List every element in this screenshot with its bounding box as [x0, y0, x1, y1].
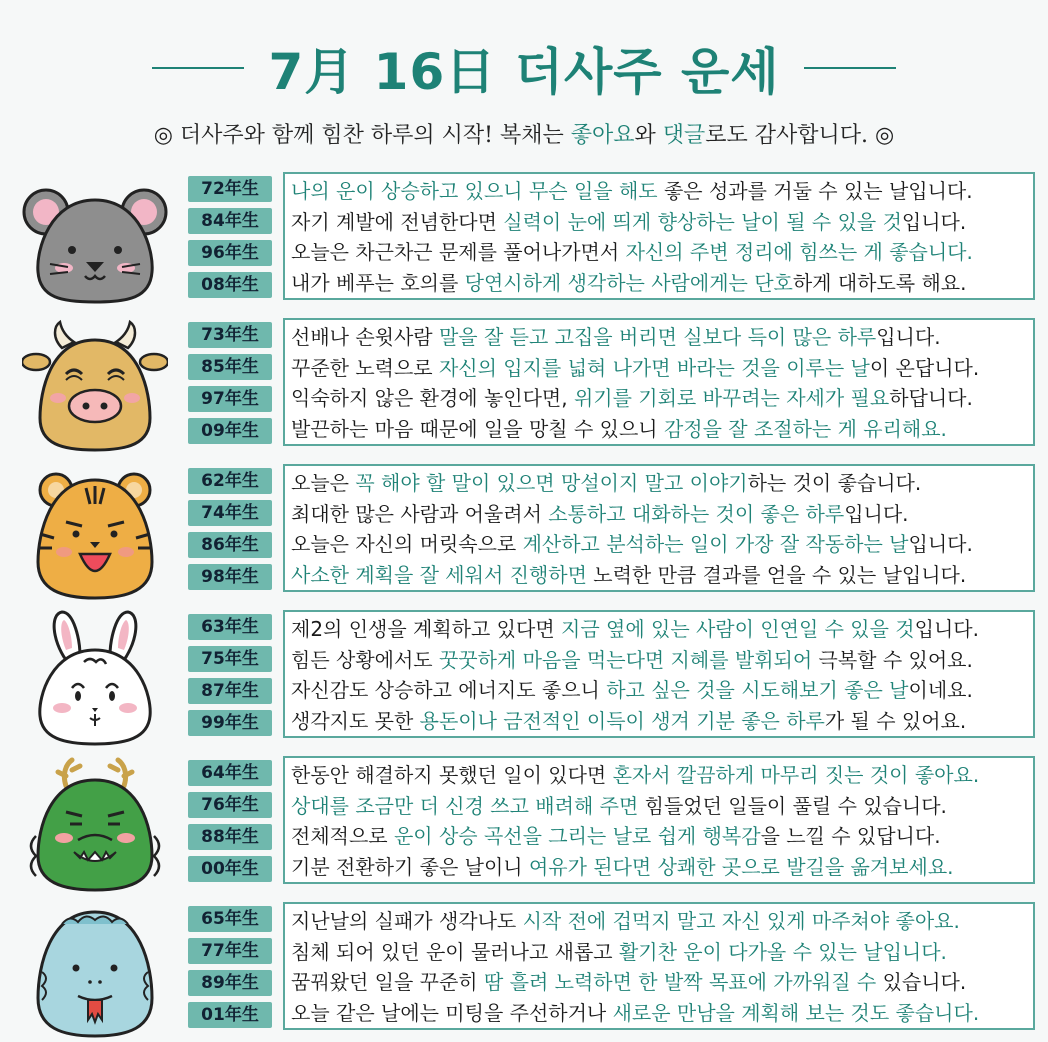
fortune-text: 오늘은: [291, 471, 356, 495]
fortune-text: 하답니다.: [889, 386, 973, 410]
zodiac-row-ox: [0, 318, 1048, 458]
fortune-text: 있습니다.: [876, 970, 967, 994]
birth-year-tags: [188, 322, 272, 450]
birth-year-tag: 09年生: [188, 418, 272, 444]
subtitle-comment-highlight: 댓글: [662, 123, 706, 148]
fortune-line: [291, 414, 1029, 445]
fortune-line: [291, 560, 1029, 591]
fortune-text: 꿈꿔왔던 일을 꾸준히: [291, 970, 484, 994]
birth-year-tags: [188, 760, 272, 888]
snake-icon: [22, 902, 168, 1042]
title-right-rule: [804, 67, 896, 69]
fortune-text: 이 온답니다.: [869, 355, 980, 380]
birth-year-tag: 63年生: [188, 614, 272, 640]
fortune-highlight: 꿋꿋하게 마음을 먹는다면 지혜를 발휘되어: [438, 647, 813, 672]
fortune-text: 제2의 인생을 계획하고 있다면: [291, 617, 561, 641]
fortune-line: [291, 176, 1029, 207]
fortune-text: 힘든 상황에서도: [291, 647, 439, 672]
subtitle: [0, 118, 1048, 149]
birth-year-tag: 97年生: [188, 386, 272, 412]
fortune-highlight: 실력이 눈에 띄게 향상하는 날이 될 수 있을 것: [503, 209, 902, 234]
fortune-text: 입니다.: [844, 501, 909, 526]
birth-year-tag: 62年生: [188, 468, 272, 494]
fortune-text: 오늘은 자신의 머릿속으로: [291, 532, 523, 556]
fortune-line: [291, 322, 1029, 353]
birth-year-tag: 85年生: [188, 354, 272, 380]
fortune-text: 가 될 수 있어요.: [824, 708, 967, 733]
subtitle-text-3: 로도 감사합니다. ◎: [705, 123, 895, 148]
fortune-line: [291, 791, 1029, 822]
fortune-highlight: 하고 싶은 것을 시도해보기 좋은 날: [606, 678, 909, 702]
fortune-text: 입니다.: [901, 209, 967, 234]
fortune-line: [291, 529, 1029, 560]
birth-year-tag: 75年生: [188, 646, 272, 672]
zodiac-row-tiger: [0, 464, 1048, 604]
birth-year-tag: 76年生: [188, 792, 272, 818]
fortune-highlight: 계산하고 분석하는 일이 가장 잘 작동하는 날: [522, 532, 909, 556]
tiger-icon: [22, 464, 168, 604]
fortune-highlight: 활기찬 운이 다가올 수 있는 날입니다.: [618, 939, 947, 964]
fortune-highlight: 여유가 된다면 상쾌한 곳으로 발길을 옮겨보세요.: [528, 854, 954, 879]
birth-year-tag: 89年生: [188, 970, 272, 996]
birth-year-tag: 72年生: [188, 176, 272, 202]
fortune-line: [291, 706, 1029, 737]
rabbit-icon: [22, 610, 168, 750]
birth-year-tag: 96年生: [188, 240, 272, 266]
rat-icon: [22, 172, 168, 312]
fortune-highlight: 사소한 계획을 잘 세워서 진행하면: [291, 562, 587, 587]
fortune-line: [291, 937, 1029, 968]
fortune-highlight: 혼자서 깔끔하게 마무리 짓는 것이 좋아요.: [612, 763, 980, 787]
fortune-line: [291, 353, 1029, 384]
fortune-text: 좋은 성과를 거둘 수 있는 날입니다.: [657, 179, 973, 203]
dragon-icon: [22, 756, 168, 896]
fortune-text: 하는 것이 좋습니다.: [747, 471, 922, 495]
fortune-text: 자기 계발에 전념한다면: [291, 209, 504, 234]
fortune-text: 오늘은 차근차근 문제를 풀어나가면서: [291, 240, 626, 264]
birth-year-tag: 65年生: [188, 906, 272, 932]
fortune-box: [283, 902, 1035, 1030]
birth-year-tags: [188, 468, 272, 596]
fortune-line: [291, 268, 1029, 299]
fortune-text: 내가 베푸는 호의를: [291, 270, 465, 295]
fortune-box: [283, 318, 1035, 446]
fortune-highlight: 자신의 입지를 넓혀 나가면 바라는 것을 이루는 날: [438, 355, 870, 380]
birth-year-tags: [188, 906, 272, 1034]
fortune-highlight: 땀 흘려 노력하면 한 발짝 목표에 가까워질 수: [483, 970, 877, 994]
subtitle-like-highlight: 좋아요: [570, 123, 635, 148]
fortune-box: [283, 172, 1035, 300]
zodiac-row-snake: [0, 902, 1048, 1042]
birth-year-tag: 98年生: [188, 564, 272, 590]
fortune-highlight: 운이 상승 곡선을 그리는 날로 쉽게 행복감: [393, 824, 761, 848]
fortune-line: [291, 383, 1029, 414]
fortune-text: 전체적으로: [291, 824, 394, 848]
fortune-text: 이네요.: [908, 678, 973, 702]
fortune-highlight: 지금 옆에 있는 사람이 인연일 수 있을 것: [561, 617, 915, 641]
fortune-line: [291, 821, 1029, 852]
fortune-highlight: 꼭 해야 할 말이 있으면 망설이지 말고 이야기: [355, 471, 748, 495]
fortune-text: 한동안 해결하지 못했던 일이 있다면: [291, 763, 613, 787]
birth-year-tag: 08年生: [188, 272, 272, 298]
title-area: [0, 28, 1048, 108]
fortune-text: 침체 되어 있던 운이 물러나고 새롭고: [291, 939, 619, 964]
birth-year-tag: 86年生: [188, 532, 272, 558]
fortune-text: 기분 전환하기 좋은 날이니: [291, 854, 529, 879]
fortune-highlight: 말을 잘 듣고 고집을 버리면 실보다 득이 많은 하루: [438, 325, 877, 349]
fortune-highlight: 시작 전에 겁먹지 말고 자신 있게 마주쳐야 좋아요.: [522, 909, 960, 933]
fortune-text: 생각지도 못한: [291, 708, 420, 733]
birth-year-tag: 73年生: [188, 322, 272, 348]
fortune-highlight: 상대를 조금만 더 신경 쓰고 배려해 주면: [291, 793, 639, 818]
birth-year-tags: [188, 176, 272, 304]
fortune-text: 노력한 만큼 결과를 얻을 수 있는 날입니다.: [586, 562, 967, 587]
birth-year-tag: 74年生: [188, 500, 272, 526]
birth-year-tag: 84年生: [188, 208, 272, 234]
fortune-text: 선배나 손윗사람: [291, 325, 439, 349]
fortune-line: [291, 998, 1029, 1029]
fortune-text: 지난날의 실패가 생각나도: [291, 909, 523, 933]
fortune-text: 힘들었던 일들이 풀릴 수 있습니다.: [638, 793, 947, 818]
subtitle-text-1: ◎ 더사주와 함께 힘찬 하루의 시작! 복채는: [153, 123, 571, 148]
fortune-highlight: 위기를 기회로 바꾸려는 자세가 필요: [573, 386, 890, 410]
fortune-text: 최대한 많은 사람과 어울려서: [291, 501, 549, 526]
birth-year-tags: [188, 614, 272, 742]
fortune-highlight: 소통하고 대화하는 것이 좋은 하루: [548, 501, 845, 526]
fortune-line: [291, 760, 1029, 791]
fortune-highlight: 자신의 주변 정리에 힘쓰는 게 좋습니다.: [625, 240, 973, 264]
birth-year-tag: 00年生: [188, 856, 272, 882]
title-left-rule: [152, 67, 244, 69]
fortune-line: [291, 468, 1029, 499]
fortune-text: 자신감도 상승하고 에너지도 좋으니: [291, 678, 607, 702]
fortune-line: [291, 614, 1029, 645]
fortune-text: 발끈하는 마음 때문에 일을 망칠 수 있으니: [291, 416, 664, 441]
ox-icon: [22, 318, 168, 458]
fortune-highlight: 나의 운이 상승하고 있으니 무슨 일을 해도: [291, 179, 658, 203]
page-title: 7月 16日 더사주 운세: [268, 43, 780, 101]
fortune-text: 입니다.: [914, 617, 979, 641]
fortune-text: 극복할 수 있어요.: [812, 647, 973, 672]
fortune-text: 익숙하지 않은 환경에 놓인다면,: [291, 386, 574, 410]
birth-year-tag: 99年生: [188, 710, 272, 736]
fortune-box: [283, 756, 1035, 884]
fortune-highlight: 새로운 만남을 계획해 보는 것도 좋습니다.: [612, 1000, 980, 1025]
fortune-box: [283, 610, 1035, 738]
zodiac-row-rat: [0, 172, 1048, 312]
zodiac-row-dragon: [0, 756, 1048, 896]
birth-year-tag: 01年生: [188, 1002, 272, 1028]
fortune-line: [291, 852, 1029, 883]
fortune-line: [291, 499, 1029, 530]
fortune-line: [291, 675, 1029, 706]
fortune-box: [283, 464, 1035, 592]
fortune-highlight: 용돈이나 금전적인 이득이 생겨 기분 좋은 하루: [419, 708, 825, 733]
fortune-highlight: 당연시하게 생각하는 사람에게는 단호: [464, 270, 793, 295]
fortune-text: 입니다.: [876, 325, 941, 349]
zodiac-row-rabbit: [0, 610, 1048, 750]
subtitle-text-2: 와: [634, 123, 663, 148]
fortune-text: 오늘 같은 날에는 미팅을 주선하거나: [291, 1000, 613, 1025]
fortune-text: 하게 대하도록 해요.: [792, 270, 967, 295]
fortune-line: [291, 645, 1029, 676]
fortune-text: 입니다.: [908, 532, 973, 556]
fortune-line: [291, 207, 1029, 238]
fortune-line: [291, 906, 1029, 937]
fortune-text: 을 느낄 수 있답니다.: [760, 824, 941, 848]
birth-year-tag: 87年生: [188, 678, 272, 704]
fortune-line: [291, 237, 1029, 268]
fortune-highlight: 감정을 잘 조절하는 게 유리해요.: [663, 416, 947, 441]
birth-year-tag: 88年生: [188, 824, 272, 850]
fortune-line: [291, 967, 1029, 998]
birth-year-tag: 64年生: [188, 760, 272, 786]
fortune-text: 꾸준한 노력으로: [291, 355, 439, 380]
birth-year-tag: 77年生: [188, 938, 272, 964]
